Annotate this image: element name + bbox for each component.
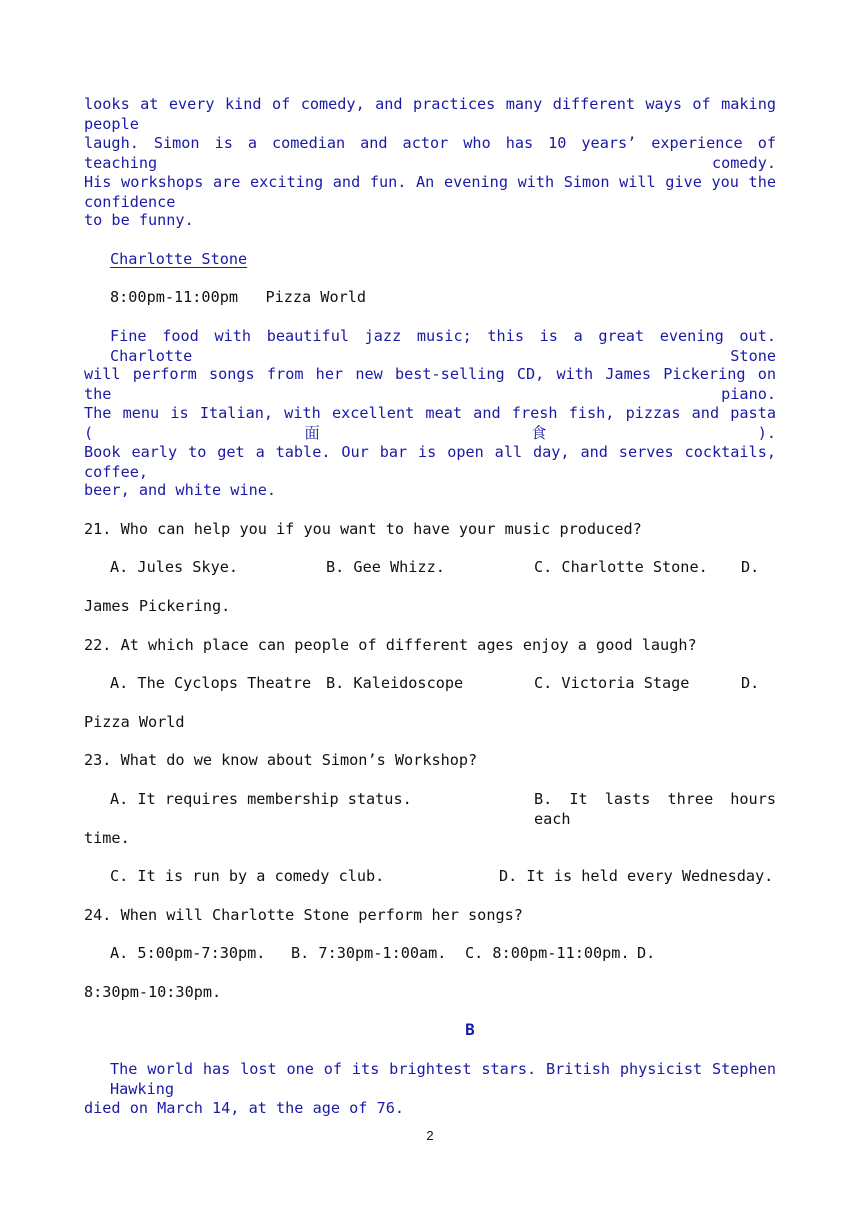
question-stem: 21. Who can help you if you want to have your music produced?	[84, 520, 642, 538]
event-time-place: 8:00pm-11:00pm Pizza World	[110, 288, 367, 306]
option-d: D.	[741, 674, 760, 692]
option-a: A. It requires membership status.	[110, 790, 412, 808]
option-c: C. It is run by a comedy club.	[110, 867, 385, 885]
event-title: Charlotte Stone	[110, 250, 248, 268]
option-c: C. Victoria Stage	[534, 674, 690, 692]
passage-line: Fine food with beautiful jazz music; this is a great evening out. Charlotte Stone	[110, 327, 776, 365]
passage-line: looks at every kind of comedy, and practices many different ways of making people	[84, 95, 776, 133]
section-heading: B	[465, 1020, 475, 1039]
option-d: D. It is held every Wednesday.	[499, 867, 774, 885]
passage-line: beer, and white wine.	[84, 481, 277, 499]
option-b: B. 7:30pm-1:00am.	[291, 944, 447, 962]
passage-line: The world has lost one of its brightest stars. British physicist Stephen Hawking	[110, 1060, 776, 1098]
page-number: 2	[426, 1128, 434, 1143]
option-d-continued: Pizza World	[84, 713, 185, 731]
option-a: A. The Cyclops Theatre	[110, 674, 312, 692]
option-b: B. Gee Whizz.	[326, 558, 445, 576]
passage-line: The menu is Italian, with excellent meat and fresh fish, pizzas and pasta (面食).	[84, 404, 776, 442]
passage-line: Book early to get a table. Our bar is open all day, and serves cocktails, coffee,	[84, 443, 776, 481]
passage-line: laugh. Simon is a comedian and actor who has 10 years’ experience of teaching comedy.	[84, 134, 776, 172]
option-a: A. Jules Skye.	[110, 558, 239, 576]
option-c: C. Charlotte Stone.	[534, 558, 708, 576]
option-c: C. 8:00pm-11:00pm.	[465, 944, 630, 962]
question-stem: 24. When will Charlotte Stone perform her songs?	[84, 906, 523, 924]
option-d-continued: 8:30pm-10:30pm.	[84, 983, 222, 1001]
passage-line: His workshops are exciting and fun. An evening with Simon will give you the confidence	[84, 173, 776, 211]
passage-line: to be funny.	[84, 211, 194, 229]
passage-line: died on March 14, at the age of 76.	[84, 1099, 405, 1117]
question-stem: 23. What do we know about Simon’s Workshop?	[84, 751, 478, 769]
option-d-continued: James Pickering.	[84, 597, 231, 615]
option-a: A. 5:00pm-7:30pm.	[110, 944, 266, 962]
passage-line: will perform songs from her new best-selling CD, with James Pickering on the piano.	[84, 365, 776, 403]
option-b-continued: time.	[84, 829, 130, 847]
option-b: B. It lasts three hours each	[534, 790, 776, 828]
option-b: B. Kaleidoscope	[326, 674, 464, 692]
option-d: D.	[741, 558, 760, 576]
question-stem: 22. At which place can people of different ages enjoy a good laugh?	[84, 636, 697, 654]
option-d: D.	[637, 944, 656, 962]
